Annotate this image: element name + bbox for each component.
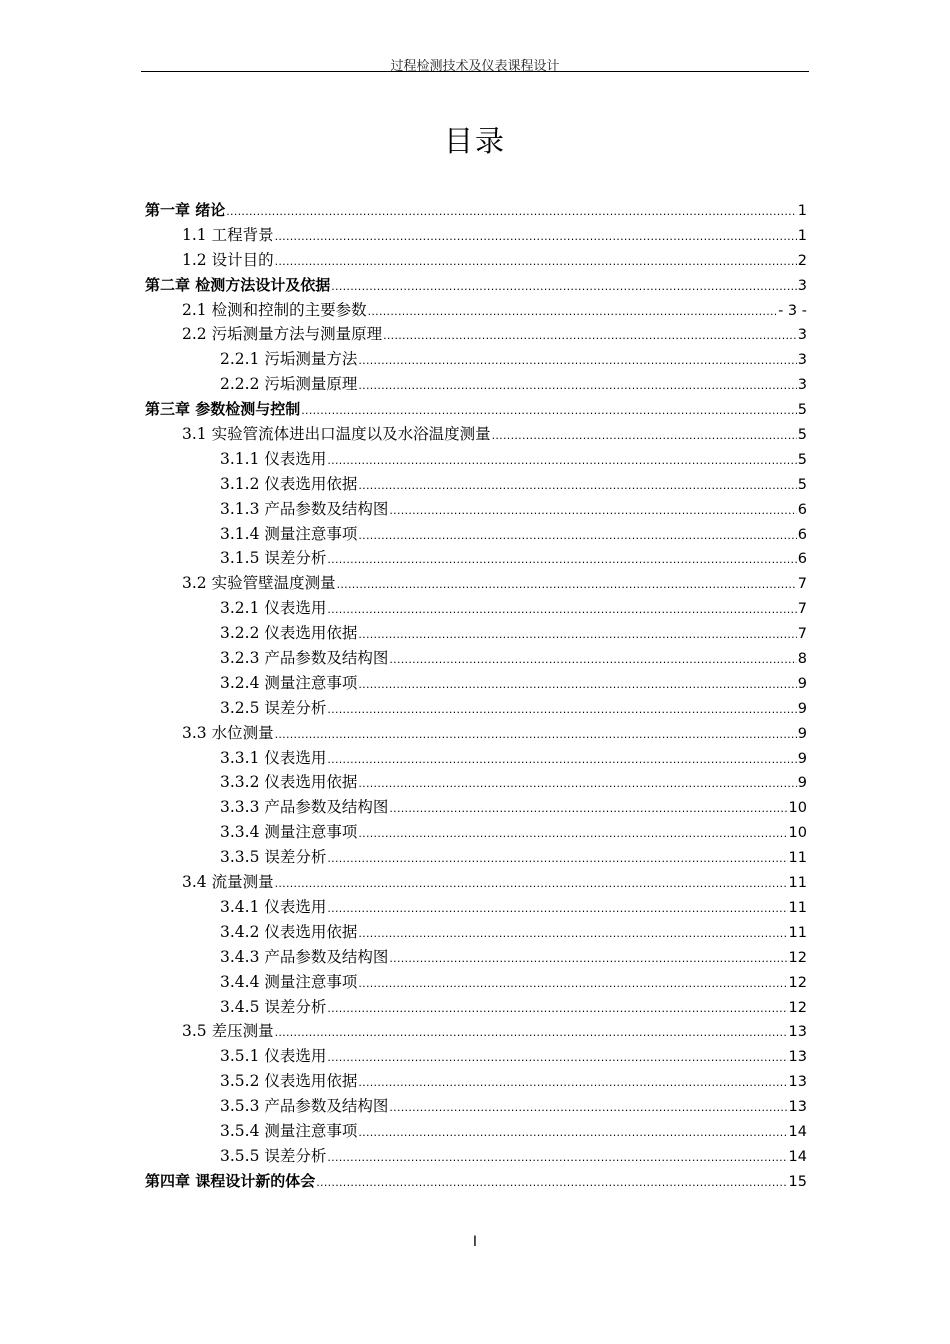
- toc-entry[interactable]: [145, 845, 807, 870]
- toc-dot-leader: [389, 947, 787, 972]
- toc-dot-leader: [327, 449, 796, 474]
- toc-dot-leader: [358, 524, 796, 549]
- toc-entry[interactable]: [145, 671, 807, 696]
- toc-dot-leader: [226, 200, 797, 225]
- toc-dot-leader: [358, 474, 796, 499]
- toc-entry[interactable]: [145, 820, 807, 845]
- toc-entry[interactable]: [145, 546, 807, 571]
- toc-entry[interactable]: [145, 571, 807, 596]
- toc-entry-page: 7: [797, 626, 807, 643]
- toc-entry[interactable]: [145, 273, 807, 298]
- toc-entry-page: 14: [788, 1148, 807, 1165]
- toc-entry[interactable]: [145, 223, 807, 248]
- toc-dot-leader: [358, 374, 796, 399]
- toc-entry-label: 3.2.1 仪表选用: [220, 599, 327, 618]
- toc-entry-page: 8: [797, 651, 807, 668]
- toc-dot-leader: [316, 1171, 787, 1196]
- toc-entry-page: 5: [797, 476, 807, 493]
- toc-entry[interactable]: [145, 497, 807, 522]
- page-title: 目录: [443, 124, 506, 158]
- toc-dot-leader: [358, 822, 787, 847]
- toc-entry[interactable]: [145, 1069, 807, 1094]
- toc-entry-label: 3.2.2 仪表选用依据: [220, 624, 358, 643]
- toc-entry-page: 13: [788, 1024, 807, 1041]
- toc-entry[interactable]: [145, 522, 807, 547]
- toc-dot-leader: [327, 548, 796, 573]
- toc-dot-leader: [358, 623, 796, 648]
- toc-entry-page: - 3 -: [778, 302, 807, 319]
- toc-entry[interactable]: [145, 646, 807, 671]
- toc-entry-page: 9: [797, 675, 807, 692]
- toc-entry[interactable]: [145, 1169, 807, 1194]
- toc-entry-label: 3.5 差压测量: [182, 1022, 274, 1041]
- header-divider: [141, 71, 809, 72]
- toc-entry-label: 3.3.1 仪表选用: [220, 748, 327, 767]
- table-of-contents: [145, 198, 807, 1194]
- toc-entry-label: 3.4.1 仪表选用: [220, 897, 327, 916]
- toc-entry[interactable]: [145, 721, 807, 746]
- toc-entry-page: 12: [788, 974, 807, 991]
- toc-dot-leader: [383, 324, 797, 349]
- toc-entry[interactable]: [145, 995, 807, 1020]
- toc-entry-page: 1: [797, 227, 807, 244]
- toc-entry-label: 3.2 实验管壁温度测量: [182, 574, 336, 593]
- toc-entry-page: 13: [788, 1074, 807, 1091]
- toc-dot-leader: [327, 847, 787, 872]
- toc-entry-page: 9: [797, 750, 807, 767]
- toc-dot-leader: [492, 424, 797, 449]
- toc-entry[interactable]: [145, 945, 807, 970]
- toc-entry[interactable]: [145, 895, 807, 920]
- toc-entry-label: 第二章 检测方法设计及依据: [145, 275, 331, 294]
- toc-entry-label: 3.1.2 仪表选用依据: [220, 474, 358, 493]
- toc-entry[interactable]: [145, 870, 807, 895]
- toc-dot-leader: [389, 1096, 787, 1121]
- toc-entry-label: 第三章 参数检测与控制: [145, 400, 301, 419]
- toc-entry-label: 2.2.1 污垢测量方法: [220, 350, 358, 369]
- toc-entry-page: 9: [797, 775, 807, 792]
- toc-dot-leader: [368, 300, 778, 325]
- toc-entry-page: 14: [788, 1123, 807, 1140]
- toc-entry-label: 3.1.5 误差分析: [220, 549, 327, 568]
- toc-entry-page: 12: [788, 999, 807, 1016]
- toc-entry-label: 3.2.5 误差分析: [220, 698, 327, 717]
- toc-entry-label: 2.2.2 污垢测量原理: [220, 375, 358, 394]
- toc-entry[interactable]: [145, 920, 807, 945]
- toc-entry-page: 7: [797, 601, 807, 618]
- toc-entry[interactable]: [145, 696, 807, 721]
- toc-entry[interactable]: [145, 1019, 807, 1044]
- toc-entry-label: 3.5.1 仪表选用: [220, 1047, 327, 1066]
- toc-entry-page: 3: [797, 277, 807, 294]
- toc-entry[interactable]: [145, 248, 807, 273]
- toc-entry-page: 11: [788, 850, 807, 867]
- toc-entry-label: 3.2.4 测量注意事项: [220, 673, 358, 692]
- toc-entry-page: 15: [788, 1173, 807, 1190]
- toc-entry[interactable]: [145, 198, 807, 223]
- toc-entry[interactable]: [145, 746, 807, 771]
- toc-dot-leader: [389, 797, 787, 822]
- toc-dot-leader: [389, 648, 796, 673]
- toc-entry[interactable]: [145, 795, 807, 820]
- toc-entry-page: 9: [797, 725, 807, 742]
- toc-entry-page: 9: [797, 700, 807, 717]
- toc-entry-page: 5: [797, 427, 807, 444]
- toc-dot-leader: [358, 349, 796, 374]
- toc-entry[interactable]: [145, 621, 807, 646]
- toc-entry-page: 10: [788, 825, 807, 842]
- toc-entry-page: 13: [788, 1099, 807, 1116]
- toc-entry-label: 3.4.3 产品参数及结构图: [220, 947, 389, 966]
- toc-entry[interactable]: [145, 322, 807, 347]
- toc-entry[interactable]: [145, 1044, 807, 1069]
- toc-dot-leader: [275, 225, 797, 250]
- toc-entry[interactable]: [145, 970, 807, 995]
- running-header: 过程检测技术及仪表课程设计: [390, 59, 560, 74]
- toc-dot-leader: [327, 997, 787, 1022]
- toc-entry-page: 3: [797, 377, 807, 394]
- toc-entry-page: 1: [797, 203, 807, 219]
- toc-dot-leader: [358, 1121, 787, 1146]
- toc-entry-label: 3.4 流量测量: [182, 873, 274, 892]
- toc-entry[interactable]: [145, 372, 807, 397]
- toc-entry-label: 3.5.3 产品参数及结构图: [220, 1097, 389, 1116]
- toc-dot-leader: [358, 972, 787, 997]
- toc-entry-label: 3.3.4 测量注意事项: [220, 823, 358, 842]
- toc-entry[interactable]: [145, 298, 807, 323]
- toc-entry-label: 3.3.2 仪表选用依据: [220, 773, 358, 792]
- toc-entry[interactable]: [145, 447, 807, 472]
- toc-entry-label: 3.1.1 仪表选用: [220, 449, 327, 468]
- toc-entry-label: 3.4.4 测量注意事项: [220, 972, 358, 991]
- page-number: I: [472, 1234, 478, 1250]
- toc-entry-page: 2: [797, 252, 807, 269]
- toc-entry[interactable]: [145, 770, 807, 795]
- toc-entry-label: 3.4.5 误差分析: [220, 997, 327, 1016]
- toc-entry-page: 13: [788, 1049, 807, 1066]
- toc-dot-leader: [358, 1071, 787, 1096]
- toc-entry-page: 12: [788, 949, 807, 966]
- toc-entry-page: 3: [797, 352, 807, 369]
- toc-entry-page: 6: [797, 526, 807, 543]
- toc-dot-leader: [358, 772, 796, 797]
- toc-dot-leader: [327, 897, 787, 922]
- toc-entry[interactable]: [145, 1094, 807, 1119]
- toc-dot-leader: [327, 1146, 787, 1171]
- toc-entry-page: 10: [788, 800, 807, 817]
- toc-entry[interactable]: [145, 422, 807, 447]
- toc-dot-leader: [337, 573, 797, 598]
- toc-entry-label: 1.1 工程背景: [182, 225, 274, 244]
- toc-dot-leader: [327, 598, 796, 623]
- toc-dot-leader: [275, 1021, 788, 1046]
- toc-dot-leader: [275, 250, 797, 275]
- toc-entry[interactable]: [145, 1119, 807, 1144]
- toc-entry[interactable]: [145, 596, 807, 621]
- toc-dot-leader: [327, 1046, 787, 1071]
- toc-dot-leader: [358, 922, 787, 947]
- toc-dot-leader: [389, 499, 796, 524]
- toc-entry-label: 第四章 课程设计新的体会: [145, 1171, 316, 1190]
- toc-entry-label: 3.3.5 误差分析: [220, 848, 327, 867]
- toc-entry-page: 6: [797, 551, 807, 568]
- toc-dot-leader: [275, 723, 797, 748]
- toc-entry-label: 3.1.3 产品参数及结构图: [220, 499, 389, 518]
- toc-entry-page: 7: [797, 576, 807, 593]
- toc-entry-label: 1.2 设计目的: [182, 250, 274, 269]
- toc-entry-label: 2.2 污垢测量方法与测量原理: [182, 325, 383, 344]
- toc-entry[interactable]: [145, 1144, 807, 1169]
- toc-dot-leader: [327, 698, 796, 723]
- toc-entry[interactable]: [145, 397, 807, 422]
- toc-entry-label: 3.2.3 产品参数及结构图: [220, 649, 389, 668]
- toc-entry-label: 3.3.3 产品参数及结构图: [220, 798, 389, 817]
- toc-entry-label: 3.5.4 测量注意事项: [220, 1121, 358, 1140]
- toc-entry-label: 3.1.4 测量注意事项: [220, 524, 358, 543]
- toc-entry-label: 3.5.5 误差分析: [220, 1146, 327, 1165]
- toc-dot-leader: [331, 275, 797, 300]
- toc-entry-page: 11: [788, 924, 807, 941]
- toc-entry-page: 6: [797, 501, 807, 518]
- toc-dot-leader: [358, 673, 796, 698]
- toc-entry-label: 第一章 绪论: [145, 201, 226, 219]
- toc-entry[interactable]: [145, 347, 807, 372]
- toc-entry[interactable]: [145, 472, 807, 497]
- toc-entry-page: 11: [788, 899, 807, 916]
- toc-entry-page: 11: [788, 875, 807, 892]
- toc-dot-leader: [301, 399, 797, 424]
- toc-entry-label: 3.4.2 仪表选用依据: [220, 922, 358, 941]
- toc-entry-label: 3.5.2 仪表选用依据: [220, 1072, 358, 1091]
- toc-dot-leader: [327, 748, 796, 773]
- toc-entry-page: 3: [797, 327, 807, 344]
- toc-entry-label: 3.3 水位测量: [182, 723, 274, 742]
- toc-entry-page: 5: [797, 402, 807, 419]
- toc-entry-label: 3.1 实验管流体进出口温度以及水浴温度测量: [182, 425, 491, 444]
- toc-entry-page: 5: [797, 451, 807, 468]
- toc-entry-label: 2.1 检测和控制的主要参数: [182, 300, 367, 319]
- toc-dot-leader: [275, 872, 788, 897]
